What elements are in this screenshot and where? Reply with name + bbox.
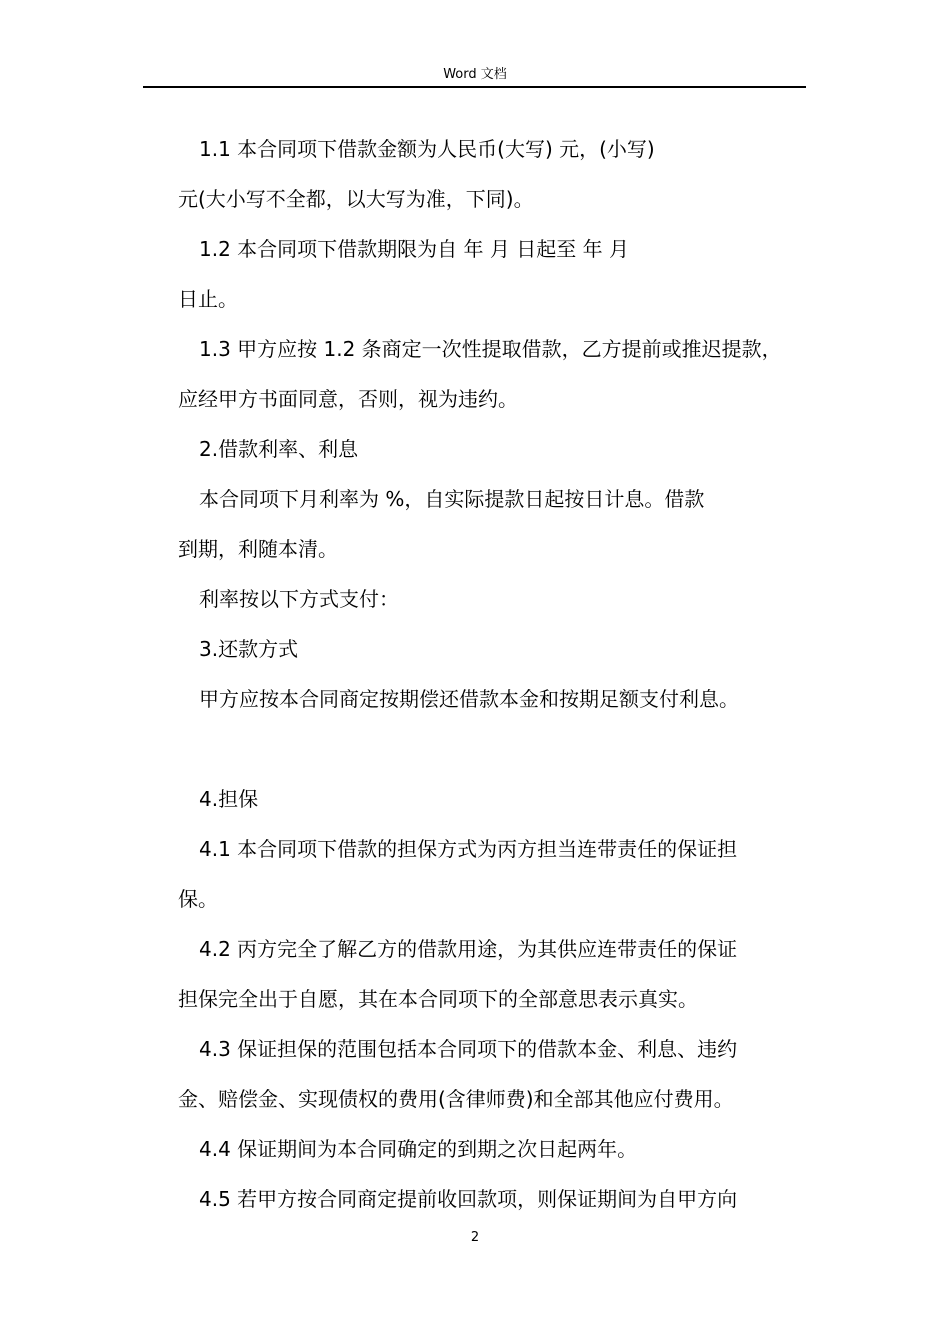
paragraph-4-1b: 保。 [178, 887, 218, 911]
paragraph-1-3b: 应经甲方书面同意，否则，视为违约。 [178, 387, 518, 411]
page-header: Word 文档 [443, 67, 507, 82]
section-heading-2: 2.借款利率、利息 [199, 437, 359, 461]
section-heading-4: 4.担保 [199, 787, 259, 811]
section-heading-3: 3.还款方式 [199, 637, 299, 661]
paragraph-1-2a: 1.2 本合同项下借款期限为自 年 月 日起至 年 月 [199, 237, 629, 261]
header-divider [143, 86, 806, 88]
paragraph-4-2a: 4.2 丙方完全了解乙方的借款用途，为其供应连带责任的保证 [199, 937, 738, 961]
paragraph-4-3b: 金、赔偿金、实现债权的费用(含律师费)和全部其他应付费用。 [178, 1087, 734, 1111]
paragraph-2b: 到期，利随本清。 [178, 537, 338, 561]
paragraph-3a: 甲方应按本合同商定按期偿还借款本金和按期足额支付利息。 [199, 687, 739, 711]
document-body [178, 124, 818, 1224]
page-number: 2 [470, 1230, 480, 1245]
paragraph-2c: 利率按以下方式支付： [199, 587, 399, 611]
paragraph-4-4: 4.4 保证期间为本合同确定的到期之次日起两年。 [199, 1137, 638, 1161]
paragraph-4-3a: 4.3 保证担保的范围包括本合同项下的借款本金、利息、违约 [199, 1037, 738, 1061]
paragraph-1-1b: 元(大小写不全都，以大写为准，下同)。 [178, 187, 534, 211]
blank-line [178, 724, 818, 774]
paragraph-2a: 本合同项下月利率为 %，自实际提款日起按日计息。借款 [199, 487, 705, 511]
paragraph-4-2b: 担保完全出于自愿，其在本合同项下的全部意思表示真实。 [178, 987, 698, 1011]
paragraph-4-1a: 4.1 本合同项下借款的担保方式为丙方担当连带责任的保证担 [199, 837, 738, 861]
paragraph-4-5a: 4.5 若甲方按合同商定提前收回款项，则保证期间为自甲方向 [199, 1187, 738, 1211]
paragraph-1-2b: 日止。 [178, 287, 238, 311]
paragraph-1-3a: 1.3 甲方应按 1.2 条商定一次性提取借款，乙方提前或推迟提款， [199, 337, 782, 361]
paragraph-1-1a: 1.1 本合同项下借款金额为人民币(大写) 元，(小写) [199, 137, 655, 161]
